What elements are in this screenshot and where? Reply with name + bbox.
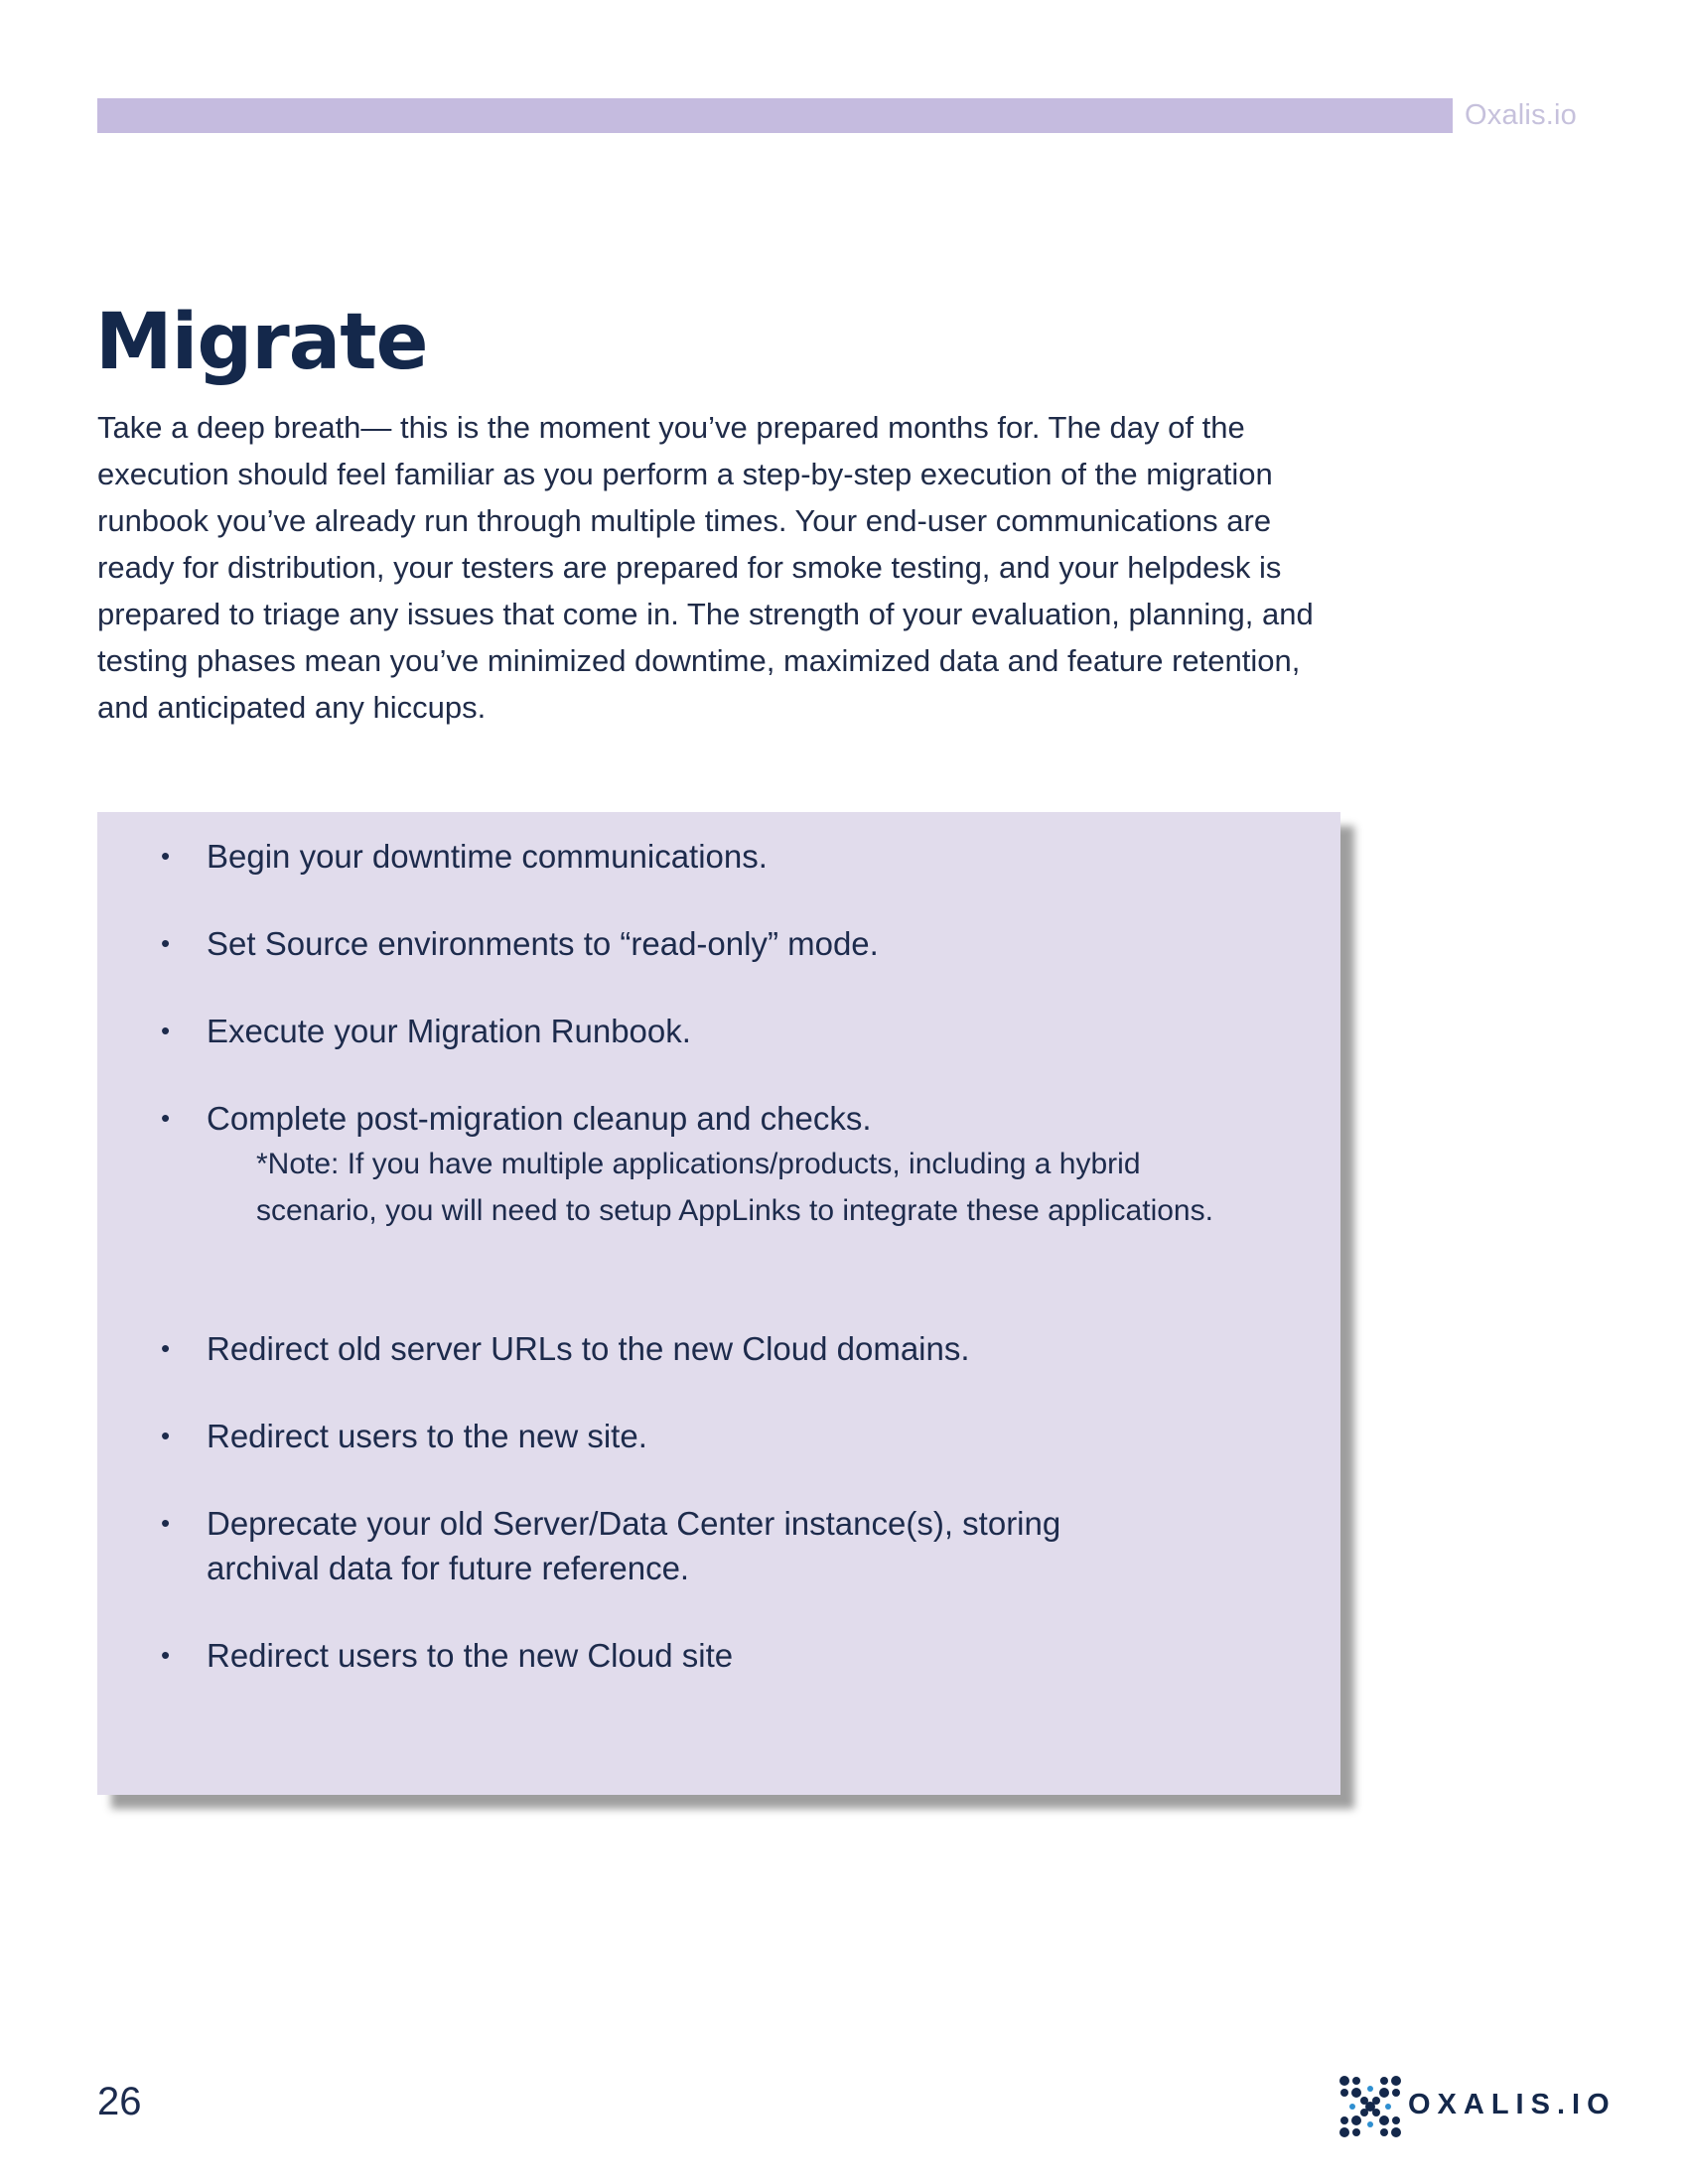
bullet-icon: • bbox=[161, 841, 171, 871]
header-brand: Oxalis.io bbox=[1465, 99, 1577, 131]
step-text: Begin your downtime communications. bbox=[207, 838, 768, 875]
bullet-icon: • bbox=[161, 1333, 171, 1363]
list-item bbox=[97, 1096, 1213, 1234]
list-item bbox=[97, 921, 1190, 966]
footer-logo bbox=[1338, 2075, 1617, 2138]
step-text: Set Source environments to “read-only” mode. bbox=[207, 925, 879, 962]
list-item bbox=[97, 1414, 1190, 1458]
header-bar bbox=[97, 98, 1453, 133]
list-item bbox=[97, 1326, 1190, 1371]
list-item bbox=[97, 1009, 1190, 1053]
steps-callout-box bbox=[97, 812, 1340, 1795]
bullet-icon: • bbox=[161, 1103, 171, 1133]
bullet-icon: • bbox=[161, 1016, 171, 1045]
page-number: 26 bbox=[97, 2080, 142, 2123]
bullet-icon: • bbox=[161, 1508, 171, 1538]
step-text: Redirect old server URLs to the new Cloud domains. bbox=[207, 1330, 970, 1367]
step-text: Execute your Migration Runbook. bbox=[207, 1013, 691, 1049]
list-item bbox=[97, 1501, 1190, 1590]
bullet-icon: • bbox=[161, 1421, 171, 1450]
bullet-icon: • bbox=[161, 1640, 171, 1670]
logo-wordmark: OXALIS.IO bbox=[1408, 2089, 1617, 2120]
step-text: Redirect users to the new site. bbox=[207, 1418, 647, 1454]
step-text: Redirect users to the new Cloud site bbox=[207, 1637, 734, 1674]
oxalis-logo-icon bbox=[1338, 2075, 1402, 2138]
step-text: Deprecate your old Server/Data Center instance(s), storing archival data for future reference. bbox=[207, 1505, 1061, 1586]
list-item bbox=[97, 834, 1190, 879]
page-title: Migrate bbox=[95, 298, 428, 387]
step-note: *Note: If you have multiple applications/products, including a hybrid scenario, you will need to setup AppLinks to integrate these applications. bbox=[256, 1148, 1213, 1227]
bullet-icon: • bbox=[161, 928, 171, 958]
list-item bbox=[97, 1633, 1190, 1678]
step-text: Complete post-migration cleanup and checks. bbox=[207, 1100, 872, 1137]
intro-paragraph: Take a deep breath— this is the moment you’ve prepared months for. The day of the execution should feel familiar as you perform a step-by-step execution of the migration runbook you’ve already run through multiple times. Your end-user communications are ready for distribution, your testers are prepared for smoke testing, and your helpdesk is prepared to triage any issues that come in. The strength of your evaluation, planning, and testing phases mean you’ve minimized downtime, maximized data and feature retention, and anticipated any hiccups. bbox=[97, 410, 1314, 725]
